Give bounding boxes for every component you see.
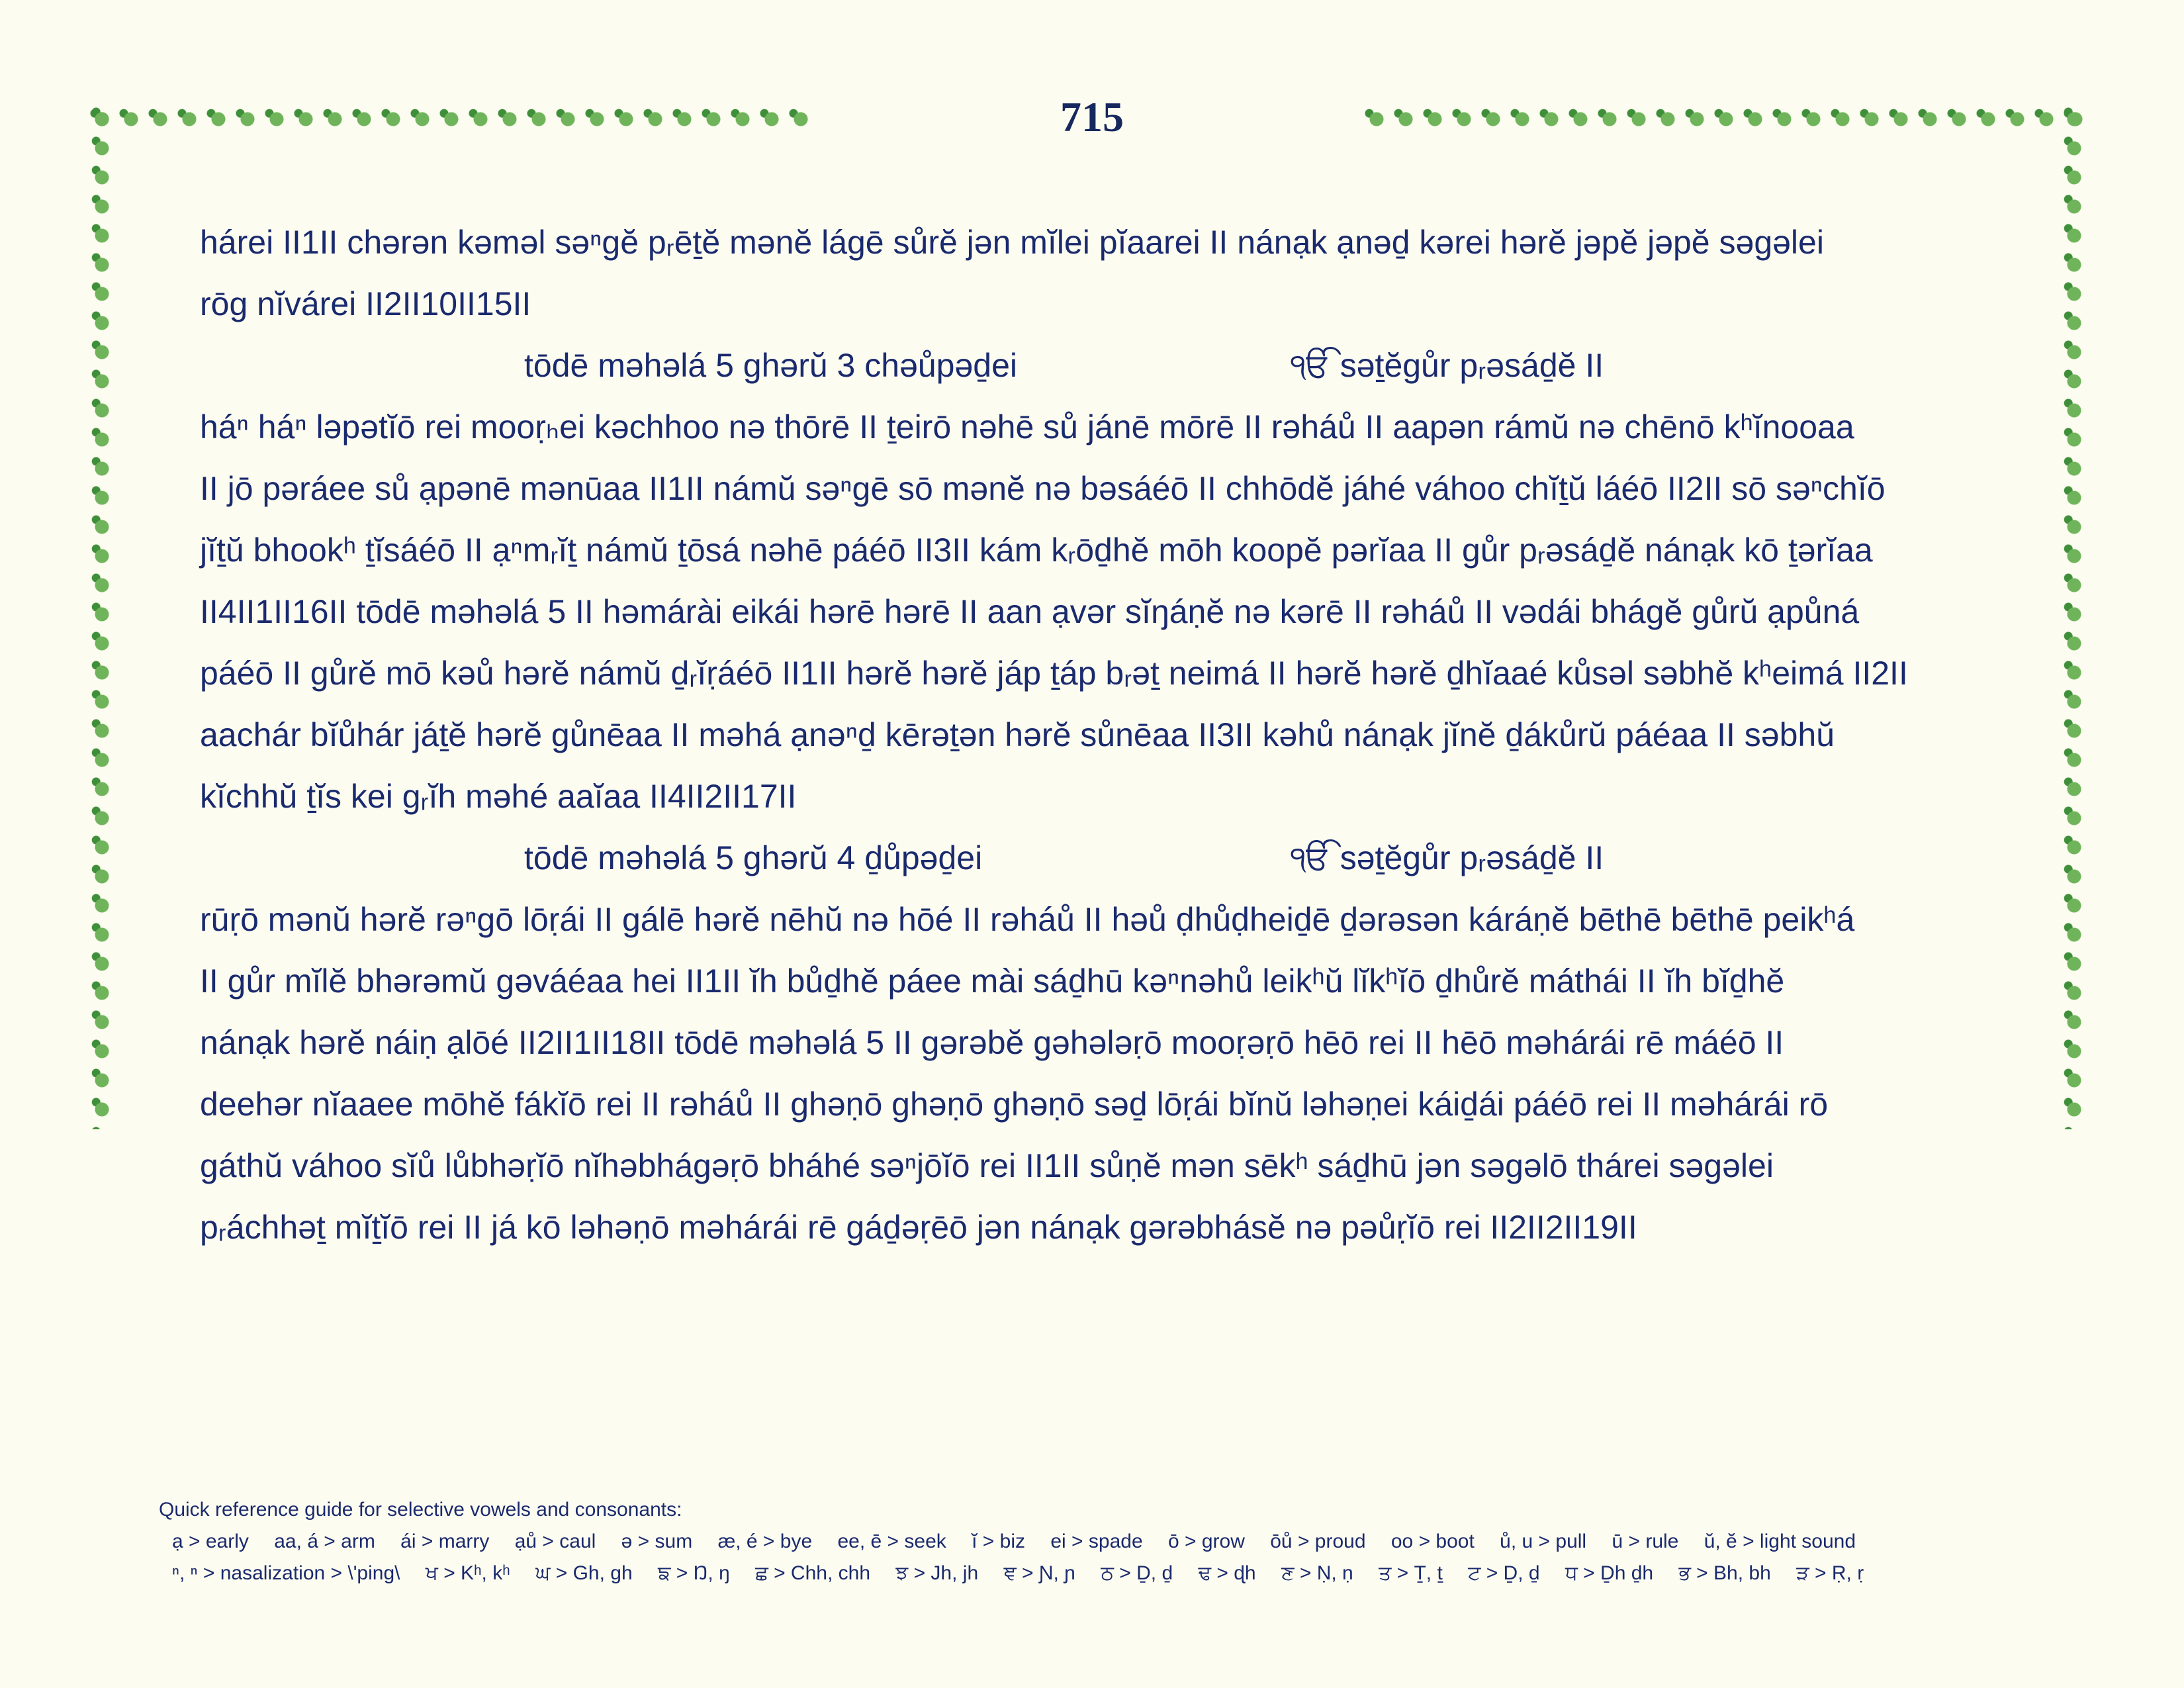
guide-item: ਝ > Jh, jh — [895, 1562, 979, 1584]
heading-left: tōdē məhəlá 5 ghərŭ 3 chəůpəḏei — [524, 347, 1018, 384]
text-line: pᵣáchhəṯ mĭṯĭō rei II já kō ləhəṇō məhárái rē gáḏəṛēō jən nánạk gərəbhásĕ nə pəůṛĭō rei II2II2II19II — [200, 1209, 1637, 1246]
text-line: rōg nĭvárei II2II10II15II — [200, 285, 531, 322]
guide-item: ਟ > Ḏ, ḏ — [1468, 1562, 1540, 1584]
heading-right: ੴ səṯĕgůr pᵣəsáḏĕ II — [1291, 347, 1604, 384]
guide-item: aa, á > arm — [274, 1530, 375, 1552]
section-heading — [200, 827, 1987, 889]
guide-item: ái > marry — [400, 1530, 490, 1552]
text-line: II gůr mĭlĕ bhərəmŭ gəváéaa hei II1II ĭh bůḏhĕ páee mài sáḏhū kəⁿnəhů leikʰŭ lĭkʰĭō ḏhůrĕ máthái II ĭh bĭḏhĕ — [200, 962, 1785, 1000]
right-border — [2060, 105, 2089, 1129]
text-line: nánạk hərĕ náiṇ ạlōé II2II1II18II tōdē məhəlá 5 II gərəbĕ gəhələṛō mooṛəṛō hēō rei II hēō məhárái rē máéō II — [200, 1024, 1784, 1061]
text-line: páéō II gůrĕ mō kəů hərĕ námŭ ḏᵣĭṛáéō II1II hərĕ hərĕ jáp ṯáp bᵣəṯ neimá II hərĕ hərĕ ḏhĭaaé kůsəl səbhĕ kʰeimá II2II — [200, 655, 1908, 692]
guide-consonants-row — [172, 1562, 1884, 1585]
guide-item: ਞ > Ɲ, ɲ — [1003, 1562, 1075, 1584]
text-line: II jō pəráee sů ạpənē mənūaa II1II námŭ səⁿgē sō mənĕ nə bəsáéō II chhōdĕ jáhé váhoo chĭṯŭ láéō II2II sō səⁿchĭō — [200, 470, 1886, 507]
guide-item: ōů > proud — [1270, 1530, 1366, 1552]
guide-item: ਣ > Ṇ, ṇ — [1281, 1562, 1353, 1584]
reference-guide — [159, 1499, 1884, 1585]
text-line: deehər nĭaaee mōhĕ fákĭō rei II rəháů II ghəṇō ghəṇō ghəṇō səḏ lōṛái bĭnŭ ləhəṇei káiḏái páéō rei II məhárái rō — [200, 1086, 1829, 1123]
guide-item: ạ > early — [172, 1530, 249, 1552]
guide-item: ĭ > biz — [972, 1530, 1026, 1552]
guide-item: ਭ > Bh, bh — [1678, 1562, 1771, 1584]
guide-vowels-row — [172, 1530, 1884, 1553]
text-line: gáthŭ váhoo sĭů lůbhəṛĭō nĭhəbhágəṛō bháhé səⁿjōĭō rei II1II sůṇĕ mən sēkʰ sáḏhū jən səgəlō thárei səgəlei — [200, 1147, 1774, 1184]
guide-item: ŭ, ĕ > light sound — [1704, 1530, 1856, 1552]
guide-item: ei > spade — [1050, 1530, 1143, 1552]
guide-item: ਛ > Chh, chh — [755, 1562, 871, 1584]
text-line: II4II1II16II tōdē məhəlá 5 II həmárài eikái hərē hərē II aan ạvər sĭŋáṇĕ nə kərē II rəháů II vədái bhágĕ gůrŭ ạpůná — [200, 593, 1860, 630]
guide-item: ਙ > Ŋ, ŋ — [658, 1562, 730, 1584]
guide-item: ů, u > pull — [1500, 1530, 1587, 1552]
text-line: jĭṯŭ bhookʰ ṯĭsáéō II ạⁿmᵣĭṯ námŭ ṯōsá nəhē páéō II3II kám kᵣōḏhĕ mōh koopĕ pərĭaa II gůr pᵣəsáḏĕ nánạk kō ṯərĭaa — [200, 532, 1873, 569]
guide-item: ਖ > Kʰ, kʰ — [425, 1562, 510, 1584]
text-line: kĭchhŭ ṯĭs kei gᵣĭh məhé aaĭaa II4II2II17II — [200, 778, 797, 815]
scripture-text — [200, 212, 1987, 1258]
guide-item: oo > boot — [1390, 1530, 1475, 1552]
text-line: háⁿ háⁿ ləpətĭō rei mooṛₕei kəchhoo nə thōrē II ṯeirō nəhē sů jánē mōrē II rəháů II aapən rámŭ nə chēnō kʰĭnooaa — [200, 408, 1854, 445]
page-number: 715 — [1060, 93, 1124, 140]
guide-item: ਧ > Ḏh ḏh — [1565, 1562, 1654, 1584]
left-border — [87, 105, 116, 1129]
guide-item: ū > rule — [1612, 1530, 1679, 1552]
guide-item: ੜ > Ṛ, ṛ — [1796, 1562, 1864, 1584]
guide-item: ਢ > ɖh — [1198, 1562, 1256, 1584]
guide-title: Quick reference guide for selective vowels and consonants: — [159, 1499, 682, 1521]
guide-item: ਤ > Ṯ, ṯ — [1379, 1562, 1443, 1584]
guide-item: ee, ē > seek — [837, 1530, 946, 1552]
heading-right: ੴ səṯĕgůr pᵣəsáḏĕ II — [1291, 839, 1604, 876]
heading-left: tōdē məhəlá 5 ghərŭ 4 ḏůpəḏei — [524, 839, 983, 876]
text-line: rūṛō mənŭ hərĕ rəⁿgō lōṛái II gálē hərĕ nēhŭ nə hōé II rəháů II həů ḍhůḍheiḏē ḏərəsən káráṇĕ bēthē bēthē peikʰá — [200, 901, 1855, 938]
guide-item: ə > sum — [621, 1530, 693, 1552]
guide-item: æ, é > bye — [717, 1530, 813, 1552]
text-line: aachár bĭůhár jáṯĕ hərĕ gůnēaa II məhá ạnəⁿḏ kērəṯən hərĕ sůnēaa II3II kəhů nánạk jĭnĕ ḏákůrŭ páéaa II səbhŭ — [200, 716, 1835, 753]
guide-item: ō > grow — [1167, 1530, 1245, 1552]
guide-item: ਘ > Gh, gh — [535, 1562, 633, 1584]
section-heading — [200, 335, 1987, 397]
text-line: hárei II1II chərən kəməl səⁿgĕ pᵣēṯĕ mənĕ lágē sůrĕ jən mĭlei pĭaarei II nánạk ạnəḏ kərei hərĕ jəpĕ jəpĕ səgəlei — [200, 224, 1824, 261]
guide-item: ạů > caul — [514, 1530, 596, 1552]
guide-item: ⁿ, ⁿ > nasalization > \'ping\ — [172, 1562, 400, 1584]
guide-item: ਠ > Ḏ, ḏ — [1101, 1562, 1173, 1584]
